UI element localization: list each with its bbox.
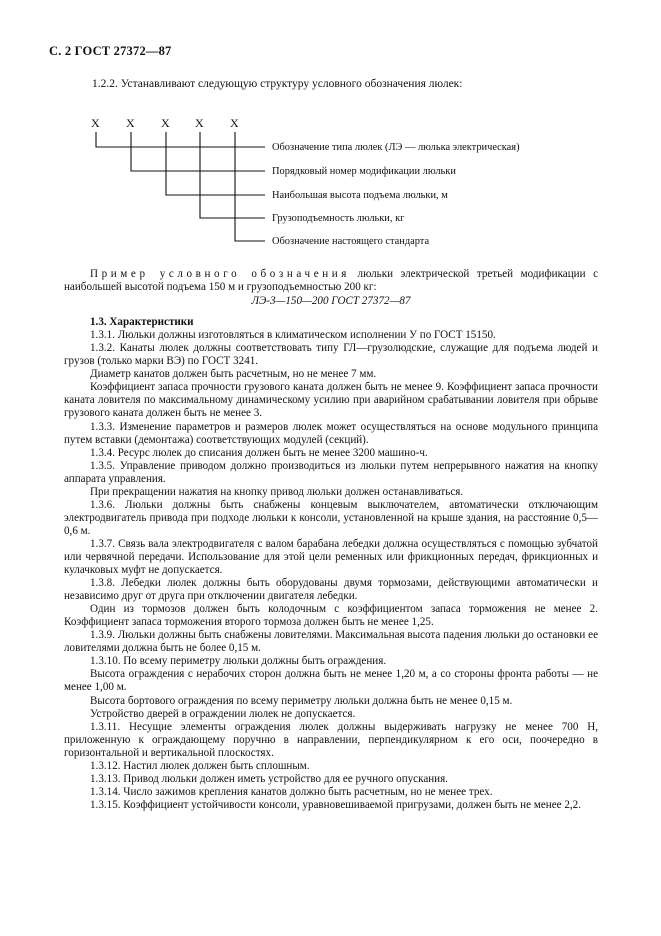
guard-height-paragraph: Высота ограждения с нерабочих сторон должна быть не менее 1,20 м, а со стороны фронта работы — не менее 1,00 м. bbox=[64, 668, 598, 694]
rope-diameter-paragraph: Диаметр канатов должен быть расчетным, но не менее 7 мм. bbox=[90, 368, 377, 381]
section-heading: 1.3. Характеристики bbox=[90, 316, 194, 329]
clause-1-3-6: 1.3.6. Люльки должны быть снабжены концевым выключателем, автоматически отключающим электродвигатель привода при подходе люльки к консоли, установленной на крыше здания, на расстояние 0,5—0,6 м. bbox=[64, 498, 598, 537]
clause-1-3-1: 1.3.1. Люльки должны изготовляться в климатическом исполнении У по ГОСТ 15150. bbox=[90, 329, 496, 342]
diagram-label-type: Обозначение типа люлек (ЛЭ — люлька электрическая) bbox=[272, 142, 520, 153]
diagram-connector-1 bbox=[96, 132, 265, 147]
drive-stop-paragraph: При прекращении нажатия на кнопку привод люльки должен останавливаться. bbox=[90, 485, 464, 498]
diagram-connector-2 bbox=[131, 132, 265, 171]
diagram-label-height: Наибольшая высота подъема люльки, м bbox=[272, 190, 448, 201]
clause-1-3-10: 1.3.10. По всему периметру люльки должны быть ограждения. bbox=[90, 655, 387, 668]
example-designation: ЛЭ-3—150—200 ГОСТ 27372—87 bbox=[251, 295, 411, 308]
diagram-connector-4 bbox=[200, 132, 265, 218]
diagram-mark-4: X bbox=[195, 116, 204, 130]
diagram-connector-5 bbox=[235, 132, 265, 241]
diagram-label-capacity: Грузоподъемность люльки, кг bbox=[272, 213, 405, 224]
diagram-mark-1: X bbox=[91, 116, 100, 130]
designation-structure-diagram bbox=[0, 110, 661, 260]
brake-paragraph: Один из тормозов должен быть колодочным с коэффициентом запаса торможения не менее 2. Коэффициент запаса торможения второго тормоза должен быть не менее 1,25. bbox=[64, 603, 598, 629]
diagram-mark-5: X bbox=[230, 116, 239, 130]
page-header: С. 2 ГОСТ 27372—87 bbox=[49, 44, 172, 58]
side-guard-paragraph: Высота бортового ограждения по всему периметру люльки должна быть не менее 0,15 м. bbox=[90, 694, 513, 707]
diagram-label-standard: Обозначение настоящего стандарта bbox=[272, 236, 430, 247]
clause-1-3-7: 1.3.7. Связь вала электродвигателя с валом барабана лебедки должна осуществляться с помощью зубчатой или червячной передачи. Использование для этой цели ременных или фрикционных передач, фрикционных и кулачковых муфт не допускается. bbox=[64, 537, 598, 577]
diagram-label-modification: Порядковый номер модификации люльки bbox=[272, 166, 456, 177]
document-body bbox=[64, 268, 598, 812]
clause-1-3-4: 1.3.4. Ресурс люлек до списания должен быть не менее 3200 машино-ч. bbox=[90, 446, 428, 459]
clause-1-3-11: 1.3.11. Несущие элементы ограждения люлек должны выдерживать нагрузку не менее 700 Н, приложенную к ограждающему поручню в направлении, перпендикулярном к его оси, поочередно в горизонтальной и вертикальной плоскостях. bbox=[64, 720, 598, 759]
intro-paragraph: 1.2.2. Устанавливают следующую структуру условного обозначения люлек: bbox=[92, 78, 463, 90]
diagram-mark-3: X bbox=[161, 116, 170, 130]
clause-1-3-15: 1.3.15. Коэффициент устойчивости консоли, уравновешиваемой пригрузами, должен быть не менее 2,2. bbox=[90, 798, 581, 811]
rope-safety-factor-paragraph: Коэффициент запаса прочности грузового каната должен быть не менее 9. Коэффициент запаса прочности каната ловителя по максимальному динамическому усилию при аварийном срабатывании ловителя при обрыве грузового каната должен быть не менее 3. bbox=[64, 381, 598, 420]
diagram-connector-3 bbox=[166, 132, 265, 195]
clause-1-3-5: 1.3.5. Управление приводом должно производиться из люльки путем непрерывного нажатия на кнопку аппарата управления. bbox=[64, 459, 598, 485]
doors-paragraph: Устройство дверей в ограждении люлек не допускается. bbox=[90, 707, 356, 720]
example-text: люльки электрической третьей модификации с наибольшей высотой подъема 150 м и грузоподъемностью 200 кг: bbox=[64, 268, 599, 294]
clause-1-3-13: 1.3.13. Привод люльки должен иметь устройство для ее ручного опускания. bbox=[90, 772, 448, 785]
clause-1-3-8: 1.3.8. Лебедки люлек должны быть оборудованы двумя тормозами, действующими автоматически и независимо друг от друга при отключении двигателя лебедки. bbox=[64, 577, 598, 603]
example-paragraph bbox=[64, 268, 598, 294]
clause-1-3-3: 1.3.3. Изменение параметров и размеров люлек может осуществляться на основе модульного принципа путем вставки (демонтажа) соответствующих модулей (секций). bbox=[64, 420, 598, 446]
clause-1-3-14: 1.3.14. Число зажимов крепления канатов должно быть расчетным, но не менее трех. bbox=[90, 785, 493, 798]
clause-1-3-2: 1.3.2. Канаты люлек должны соответствовать типу ГЛ—грузолюдские, служащие для подъема людей и грузов (только марки ВЭ) по ГОСТ 3241. bbox=[64, 342, 598, 368]
clause-1-3-9: 1.3.9. Люльки должны быть снабжены ловителями. Максимальная высота падения люльки до остановки ее ловителями должна быть не более 0,15 м. bbox=[64, 629, 598, 655]
diagram-mark-2: X bbox=[126, 116, 135, 130]
clause-1-3-12: 1.3.12. Настил люлек должен быть сплошным. bbox=[90, 759, 310, 772]
example-lead: Пример условного обозначения bbox=[90, 268, 350, 280]
